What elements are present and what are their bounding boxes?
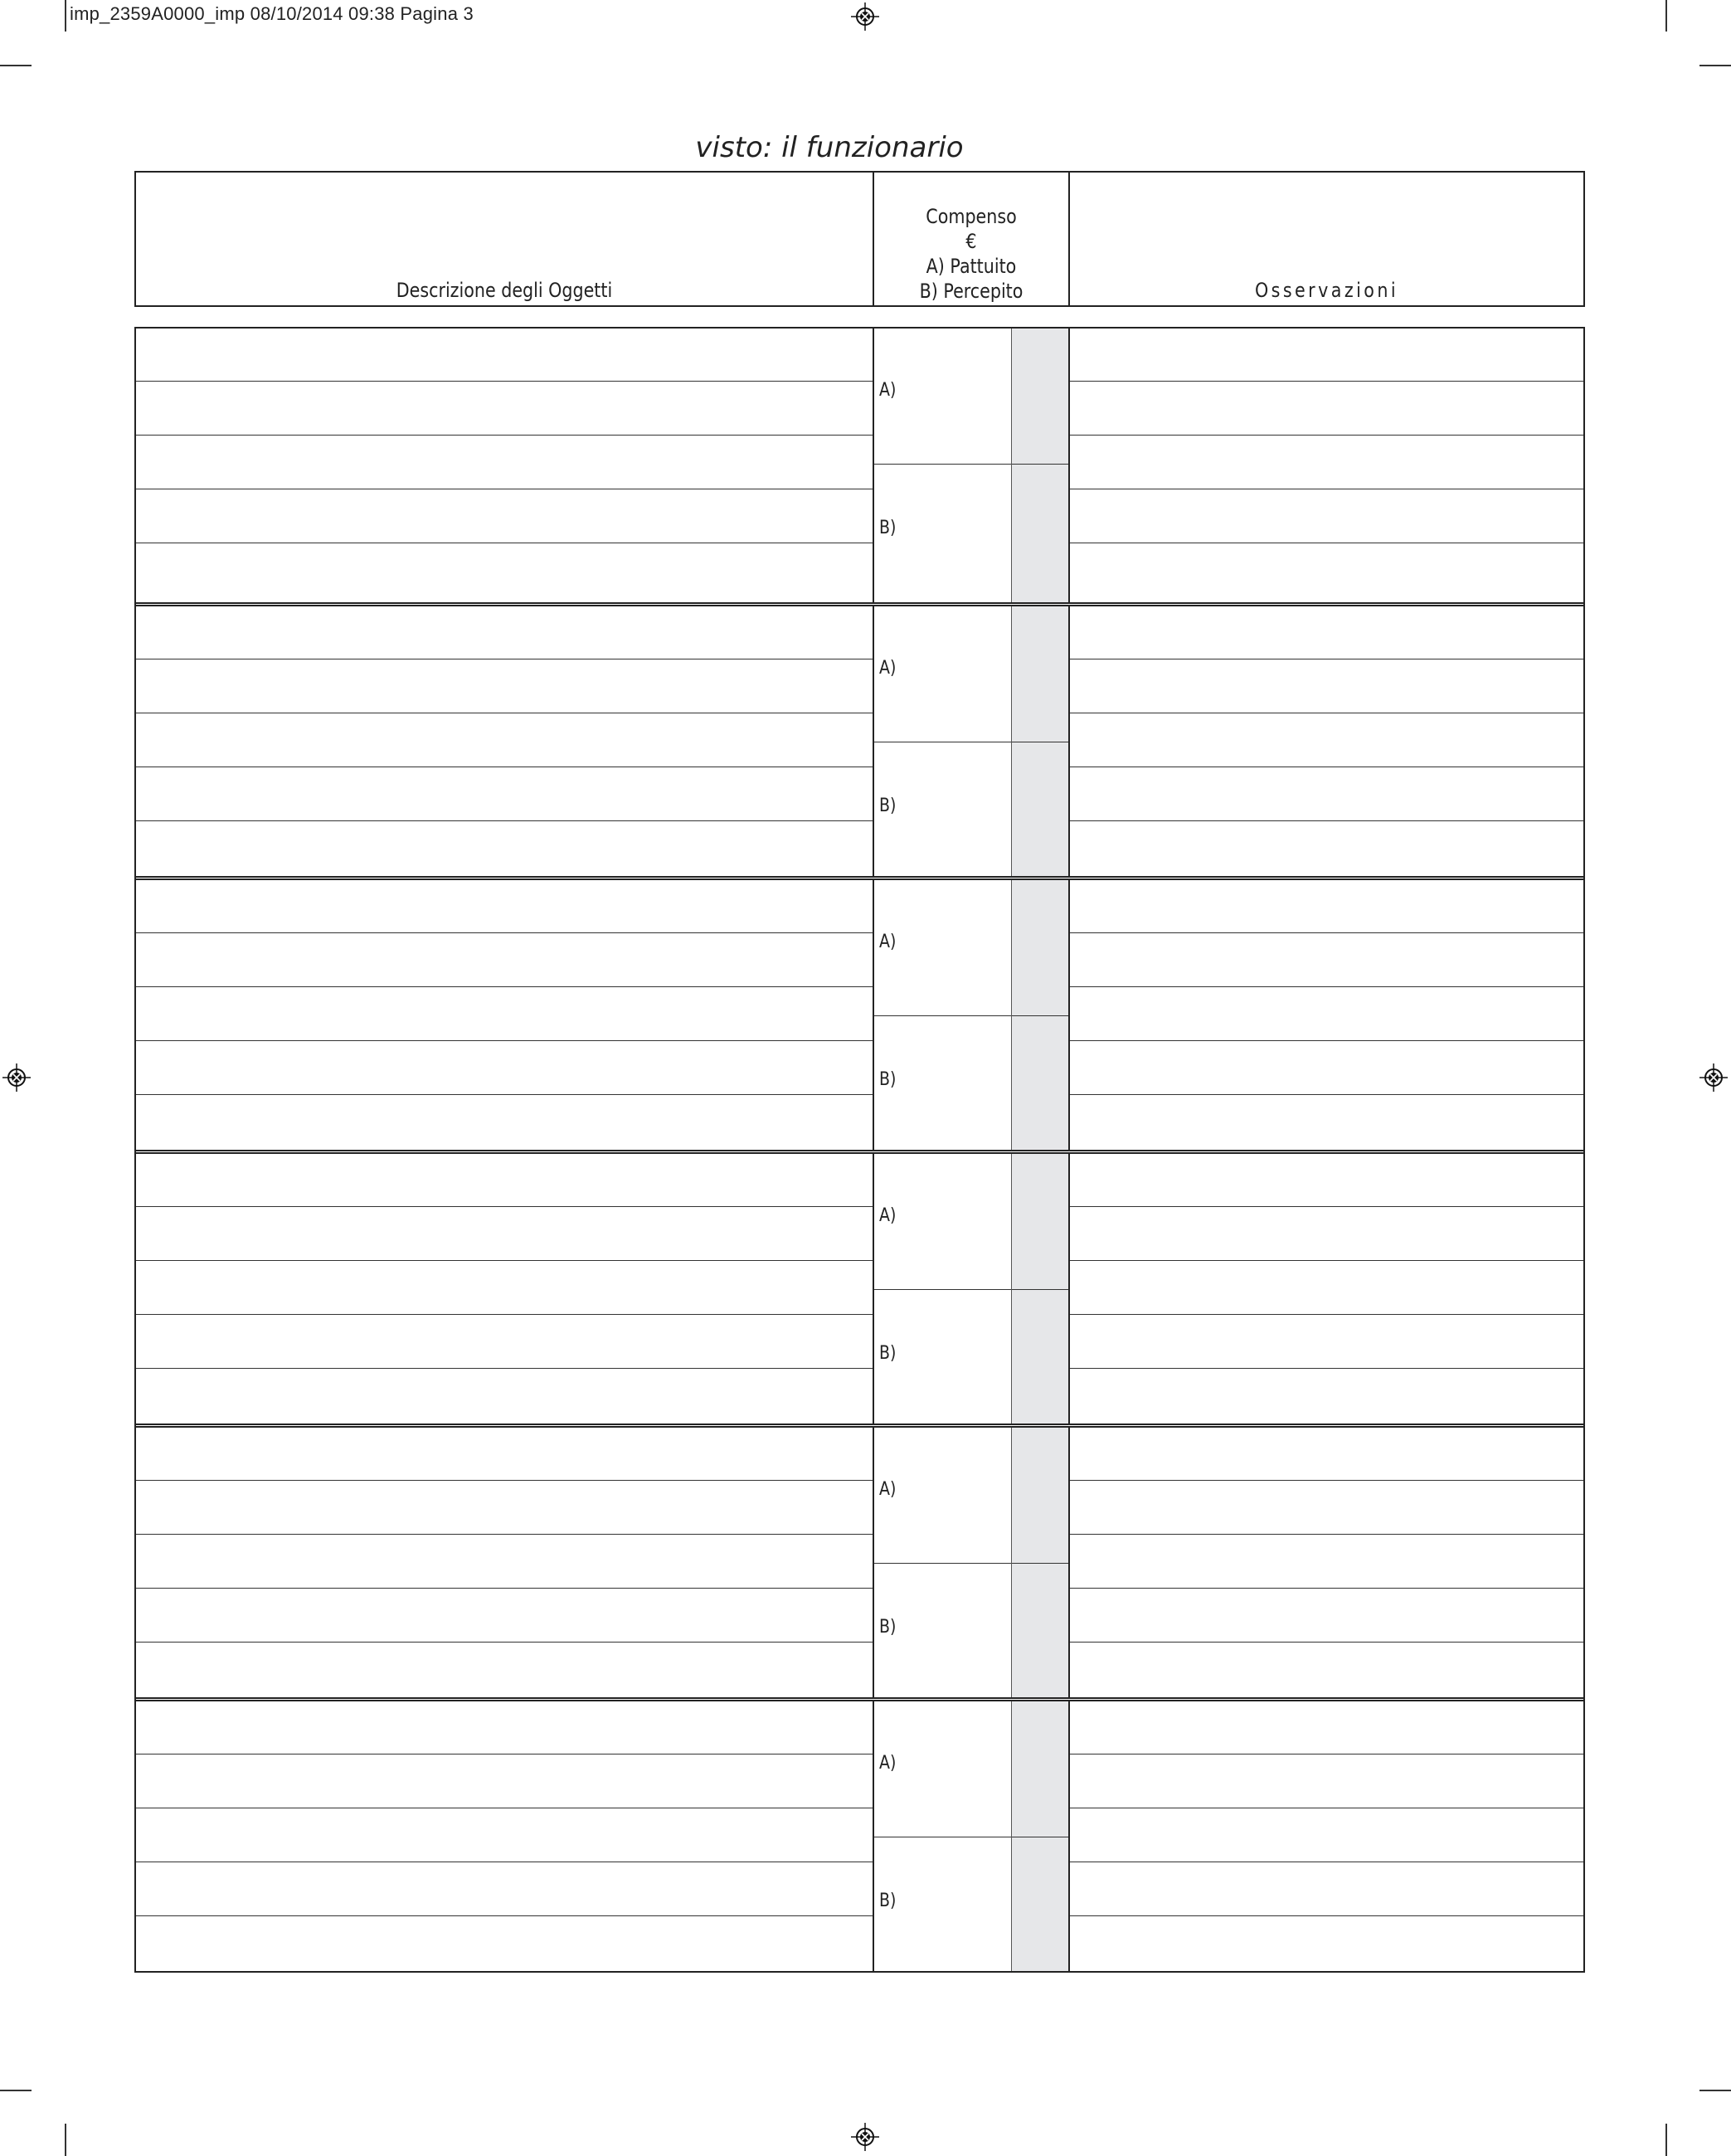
writing-line	[1070, 381, 1583, 382]
writing-line	[136, 1368, 873, 1369]
writing-line	[136, 1260, 873, 1261]
description-field[interactable]	[136, 1701, 874, 1971]
writing-line	[1070, 1094, 1583, 1095]
cents-field[interactable]	[1012, 1428, 1070, 1697]
compensation-title: Compenso	[926, 205, 1017, 228]
print-slug: imp_2359A0000_imp 08/10/2014 09:38 Pagina 3	[70, 3, 474, 24]
registration-mark-top-icon	[851, 2, 879, 31]
entry-block	[136, 876, 1583, 1150]
table-header	[134, 171, 1585, 307]
currency-symbol: €	[965, 230, 977, 253]
agreed-label: A)	[879, 380, 897, 401]
agreed-label: A)	[879, 658, 897, 679]
crop-mark-top-right-h	[1699, 65, 1731, 66]
description-field[interactable]	[136, 1154, 874, 1424]
writing-line	[136, 1040, 873, 1041]
writing-line	[1070, 1040, 1583, 1041]
entry-block	[136, 1424, 1583, 1697]
agreed-label: A)	[879, 932, 897, 952]
entry-block	[136, 329, 1583, 602]
registration-mark-left-icon	[2, 1063, 31, 1092]
writing-line	[1070, 1480, 1583, 1481]
received-label: B)	[879, 796, 897, 816]
ab-divider	[1012, 464, 1068, 465]
crop-mark-top-right-v	[1665, 0, 1667, 32]
crop-mark-bottom-right-v	[1665, 2124, 1667, 2156]
writing-line	[1070, 1588, 1583, 1589]
description-field[interactable]	[136, 329, 874, 602]
compensation-field[interactable]	[874, 1154, 1012, 1424]
writing-line	[1070, 1314, 1583, 1315]
page-title: visto: il funzionario	[695, 131, 964, 164]
agreed-label: A)	[879, 1205, 897, 1226]
cents-field[interactable]	[1012, 329, 1070, 602]
observations-field[interactable]	[1070, 1701, 1583, 1971]
cents-field[interactable]	[1012, 880, 1070, 1150]
received-label: B)	[879, 1069, 897, 1090]
writing-line	[136, 1314, 873, 1315]
compensation-field[interactable]	[874, 1701, 1012, 1971]
writing-line	[1070, 1534, 1583, 1535]
writing-line	[136, 1094, 873, 1095]
compensation-field[interactable]	[874, 606, 1012, 876]
writing-line	[136, 1642, 873, 1643]
writing-line	[136, 1534, 873, 1535]
writing-line	[1070, 1642, 1583, 1643]
ab-divider	[874, 464, 1011, 465]
compensation-field[interactable]	[874, 329, 1012, 602]
header-observations-column	[1070, 173, 1583, 305]
writing-line	[1070, 1260, 1583, 1261]
compensation-field[interactable]	[874, 1428, 1012, 1697]
header-compensation-column	[874, 173, 1070, 305]
registration-mark-bottom-icon	[851, 2123, 879, 2151]
writing-line	[136, 820, 873, 821]
observations-field[interactable]	[1070, 329, 1583, 602]
compensation-field[interactable]	[874, 880, 1012, 1150]
writing-line	[136, 1915, 873, 1916]
writing-line	[1070, 1915, 1583, 1916]
ab-divider	[874, 1563, 1011, 1564]
ab-divider	[1012, 1015, 1068, 1016]
cents-field[interactable]	[1012, 606, 1070, 876]
received-label: B)	[879, 1343, 897, 1364]
writing-line	[136, 986, 873, 987]
description-field[interactable]	[136, 606, 874, 876]
writing-line	[1070, 1368, 1583, 1369]
writing-line	[1070, 986, 1583, 987]
writing-line	[1070, 435, 1583, 436]
writing-line	[136, 1480, 873, 1481]
header-observations-label: Osservazioni	[1254, 279, 1399, 302]
crop-mark-bottom-left-h	[0, 2090, 32, 2091]
cents-field[interactable]	[1012, 1701, 1070, 1971]
entry-block	[136, 1697, 1583, 1971]
entry-block	[136, 1150, 1583, 1424]
form-table	[134, 327, 1585, 1973]
ab-divider	[874, 1015, 1011, 1016]
cents-field[interactable]	[1012, 1154, 1070, 1424]
writing-line	[136, 435, 873, 436]
agreed-label: A)	[879, 1479, 897, 1500]
description-field[interactable]	[136, 1428, 874, 1697]
writing-line	[136, 932, 873, 933]
writing-line	[1070, 820, 1583, 821]
crop-mark-top-left-v	[65, 0, 66, 32]
crop-mark-bottom-left-v	[65, 2124, 66, 2156]
observations-field[interactable]	[1070, 1154, 1583, 1424]
observations-field[interactable]	[1070, 1428, 1583, 1697]
header-description-column	[136, 173, 874, 305]
compensation-agreed: A) Pattuito	[926, 255, 1017, 278]
received-label: B)	[879, 1617, 897, 1638]
writing-line	[1070, 1206, 1583, 1207]
ab-divider	[874, 1289, 1011, 1290]
agreed-label: A)	[879, 1753, 897, 1774]
received-label: B)	[879, 1891, 897, 1911]
crop-mark-bottom-right-h	[1699, 2090, 1731, 2091]
description-field[interactable]	[136, 880, 874, 1150]
registration-mark-right-icon	[1699, 1063, 1728, 1092]
ab-divider	[1012, 1563, 1068, 1564]
writing-line	[136, 381, 873, 382]
writing-line	[136, 1206, 873, 1207]
ab-divider	[1012, 1289, 1068, 1290]
observations-field[interactable]	[1070, 606, 1583, 876]
received-label: B)	[879, 518, 897, 538]
header-compensation-label	[887, 204, 1054, 304]
observations-field[interactable]	[1070, 880, 1583, 1150]
compensation-received: B) Percepito	[919, 280, 1024, 303]
header-description-label: Descrizione degli Oggetti	[396, 279, 613, 302]
writing-line	[1070, 932, 1583, 933]
writing-line	[136, 1588, 873, 1589]
crop-mark-top-left-h	[0, 65, 32, 66]
entry-block	[136, 602, 1583, 876]
